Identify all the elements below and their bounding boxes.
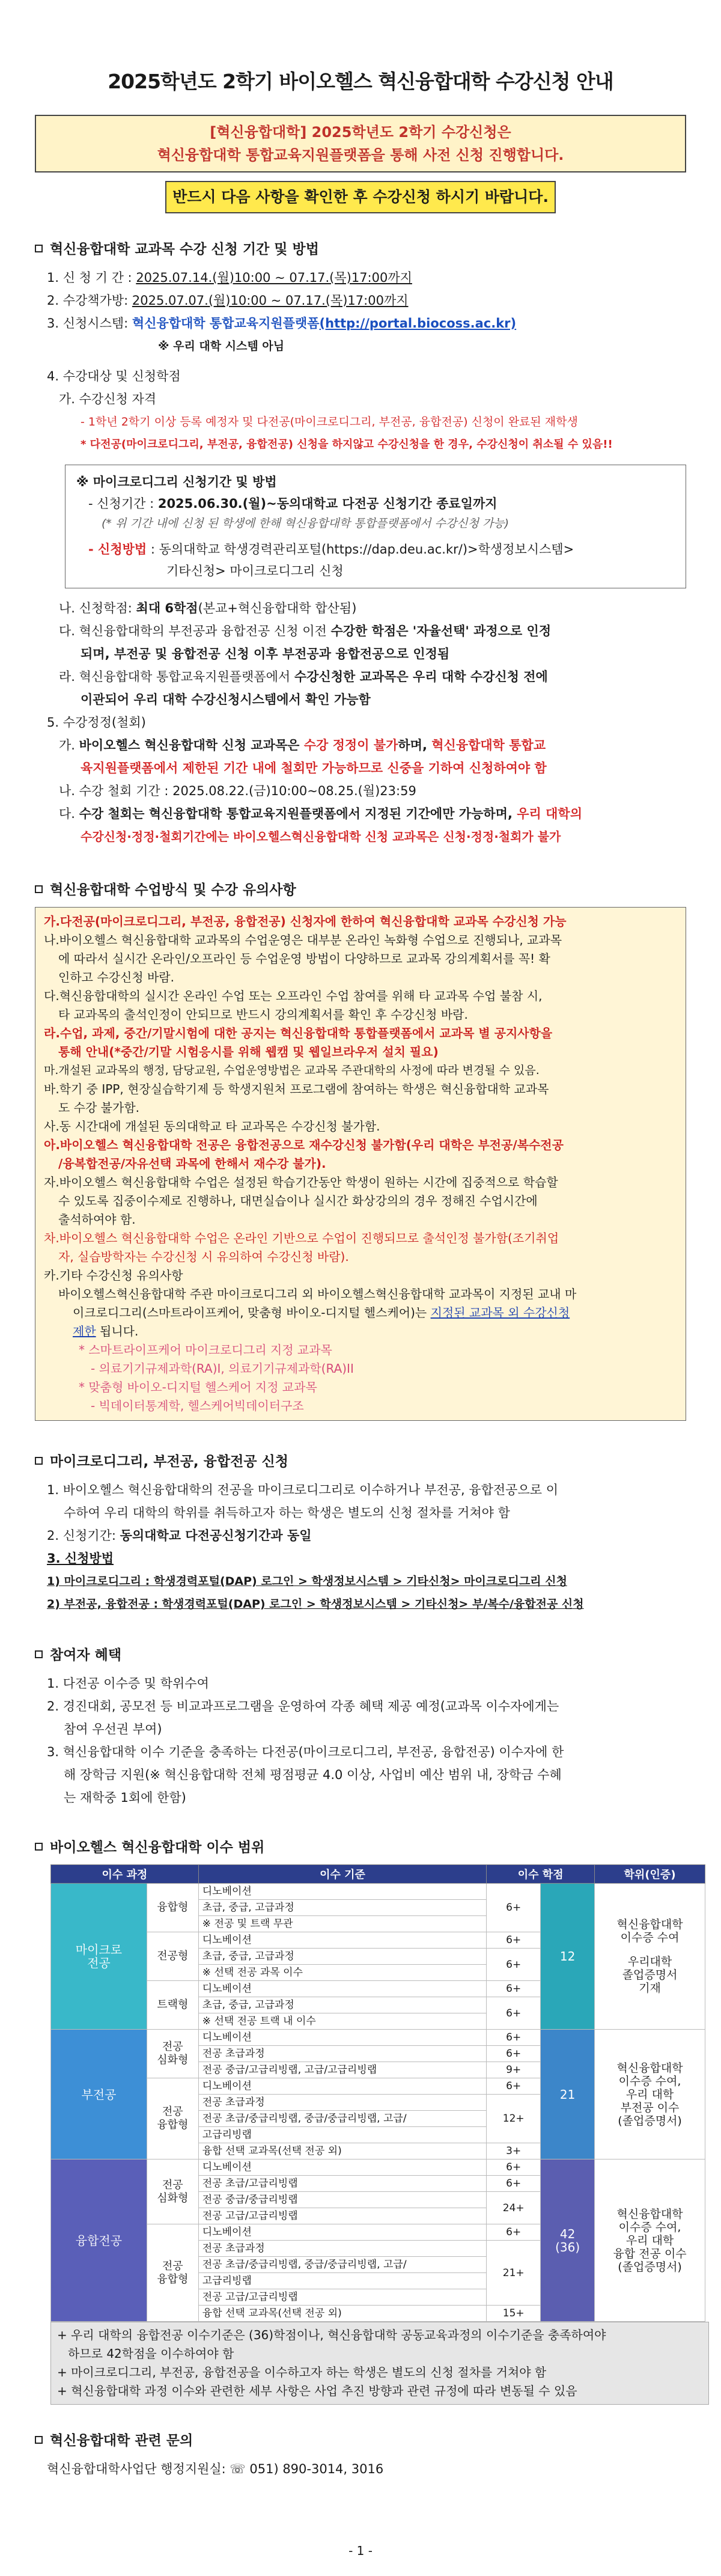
criteria: 디노베이션 <box>198 1884 486 1900</box>
box-line <box>76 493 675 514</box>
section-title: 혁신융합대학 수업방식 및 수강 유의사항 <box>50 882 296 898</box>
degree-text: (졸업증명서) <box>618 2114 682 2128</box>
sub-label: 전공형 <box>147 1932 198 1981</box>
target-heading: 4. 수강대상 및 신청학점 <box>47 369 181 383</box>
restriction-text: 지정된 교과목 외 수강신청 <box>430 1305 570 1320</box>
degree-text: 우리 대학 <box>625 2087 674 2101</box>
note-line: 다.혁신융합대학의 실시간 온라인 수업 또는 오프라인 수업 참여를 위해 타 교과목 수업 불참 시, <box>44 989 543 1003</box>
benefit-line: 는 재학중 1회에 한함) <box>64 1790 186 1805</box>
spacer <box>47 358 686 365</box>
note-line: 사.동 시간대에 개설된 동의대학교 타 교과목은 수강신청 불가함. <box>44 1119 380 1134</box>
section-title: 혁신융합대학 교과목 수강 신청 기간 및 방법 <box>50 242 319 257</box>
table-row <box>51 2030 705 2046</box>
square-bullet-icon <box>35 885 43 893</box>
spacer <box>35 1616 686 1643</box>
system-line <box>47 312 686 335</box>
criteria: 전공 초급과정 <box>198 2095 486 2111</box>
criteria: 전공 고급/고급리빙랩 <box>198 2208 486 2224</box>
label: 융합형 <box>157 2272 189 2286</box>
text: 라. 혁신융합대학 통합교육지원플랫폼에서 <box>59 670 294 684</box>
criteria: 전공 초급/중급리빙랩, 중급/중급리빙랩, 고급/ <box>198 2111 486 2127</box>
section-title: 마이크로디그리, 부전공, 융합전공 신청 <box>50 1454 288 1470</box>
criteria: 초급, 중급, 고급과정 <box>198 1900 486 1916</box>
apply-line: 수하여 우리 대학의 학위를 취득하고자 하는 학생은 별도의 신청 절차를 거쳐야 함 <box>64 1506 510 1520</box>
note-line: 가.다전공(마이크로디그리, 부전공, 융합전공) 신청자에 한하여 혁신융합대학 교과목 수강신청 가능 <box>44 914 567 929</box>
section-title: 혁신융합대학 관련 문의 <box>50 2433 193 2449</box>
text: 하며, <box>398 738 432 752</box>
note-line: 자.바이오헬스 혁신융합대학 수업은 설정된 학습기간동안 학생이 원하는 시간에 집중적으로 학습할 <box>44 1175 558 1189</box>
label: 마이크로 <box>75 1943 123 1957</box>
total-credit <box>541 2159 595 2322</box>
apply-line <box>47 1524 686 1547</box>
note-line: 통해 안내(*중간/기말 시험응시를 위해 웹캠 및 웹일브라우저 설치 필요) <box>58 1045 439 1059</box>
criteria: ※ 선택 전공 트랙 내 이수 <box>198 2013 486 2030</box>
label: 전공 <box>87 1956 111 1970</box>
criteria: 융합 선택 교과목(선택 전공 외) <box>198 2143 486 2159</box>
label: - 신청기간 : <box>88 496 158 511</box>
box-line: 기타신청> 마이크로디그리 신청 <box>166 564 344 578</box>
row-label: 융합전공 <box>51 2159 147 2322</box>
criteria: 전공 초급과정 <box>198 2241 486 2257</box>
spacer <box>35 2405 686 2429</box>
notice-line: 혁신융합대학 통합교육지원플랫폼을 통해 사전 신청 진행합니다. <box>157 147 564 163</box>
sub-label <box>147 2224 198 2322</box>
label: 전공 <box>162 2178 183 2191</box>
box-line <box>76 539 675 560</box>
text: 이크로디그리(스마트라이프케어, 맞춤형 바이오-디지털 헬스케어)는 <box>73 1305 431 1320</box>
degree-text: 기재 <box>639 1982 661 1995</box>
change-heading: 5. 수강정정(철회) <box>47 715 146 730</box>
table-notes <box>50 2322 709 2405</box>
sub-label: 트랙형 <box>147 1981 198 2030</box>
notes-block <box>35 907 686 1421</box>
degree <box>595 2030 705 2159</box>
note-line <box>44 1304 677 1322</box>
value: 동의대학교 다전공신청기간과 동일 <box>120 1528 312 1543</box>
credit: 6+ <box>487 2224 541 2241</box>
value: 2025.07.14.(월)10:00 ~ 07.17.(목)17:00까지 <box>136 270 412 285</box>
degree <box>595 2159 705 2322</box>
note-line: 마.개설된 교과목의 행정, 담당교원, 수업운영방법은 교과목 주관대학의 사정에 따라 변경될 수 있음. <box>44 1064 540 1077</box>
th-degree: 학위(인증) <box>595 1865 705 1884</box>
sub-label: 융합형 <box>147 1884 198 1932</box>
note-line: 타 교과목의 출석인정이 안되므로 반드시 강의계획서를 확인 후 수강신청 바람. <box>58 1007 468 1022</box>
row-label: 부전공 <box>51 2030 147 2159</box>
withdraw-note: 수강신청·정정·철회기간에는 바이오헬스혁신융합대학 신청 교과목은 신청·정정·철회가 불가 <box>81 829 561 844</box>
sub-label <box>147 2030 198 2078</box>
note-line: 도 수강 불가함. <box>58 1100 139 1115</box>
note-line: 자, 실습방학자는 수강신청 시 유의하여 수강신청 바람). <box>58 1250 349 1264</box>
restriction-text: 제한 <box>73 1324 96 1338</box>
note-line <box>44 1322 677 1341</box>
square-bullet-icon <box>35 1457 43 1465</box>
target-sub: 가. 수강신청 자격 <box>59 392 157 406</box>
credit: 6+ <box>487 1981 541 1997</box>
credit: 6+ <box>487 2046 541 2062</box>
benefit-line: 참여 우선권 부여) <box>64 1722 162 1736</box>
credit: 6+ <box>487 1949 541 1981</box>
period-line <box>47 266 686 289</box>
criteria: 전공 중급/고급리빙랩, 고급/고급리빙랩 <box>198 2062 486 2078</box>
section-heading-benefit <box>35 1643 686 1667</box>
note-line: + 혁신융합대학 과정 이수와 관련한 세부 사항은 사업 추진 방향과 관련 규정에 따라 변동될 수 있음 <box>57 2384 577 2398</box>
note-line: + 우리 대학의 융합전공 이수기준은 (36)학점이나, 혁신융합대학 공동교육과정의 이수기준을 충족하여야 <box>57 2328 606 2342</box>
scope-table <box>50 1864 705 2322</box>
credit: 6+ <box>487 2176 541 2192</box>
criteria: 고급리빙랩 <box>198 2273 486 2289</box>
note-line: - 의료기기규제과학(RA)I, 의료기기규제과학(RA)II <box>91 1361 354 1376</box>
credit: 24+ <box>487 2192 541 2224</box>
section-heading-method <box>35 878 686 902</box>
box-title: ※ 마이크로디그리 신청기간 및 방법 <box>76 475 277 489</box>
section-heading-period <box>35 237 686 261</box>
total-credit: 12 <box>541 1884 595 2030</box>
sub-label <box>147 2078 198 2159</box>
note-line: 아.바이오헬스 혁신융합대학 전공은 융합전공으로 재수강신청 불가함(우리 대학은 부전공/복수전공 <box>44 1138 564 1152</box>
text: 수강 철회는 혁신융합대학 통합교육지원플랫폼에서 지정된 기간에만 가능하며, <box>79 807 517 821</box>
degree-text: 우리대학 <box>627 1955 672 1968</box>
criteria: 디노베이션 <box>198 2030 486 2046</box>
value: 최대 6학점 <box>136 601 198 615</box>
credit: 12+ <box>487 2095 541 2143</box>
benefit-line: 3. 혁신융합대학 이수 기준을 충족하는 다전공(마이크로디그리, 부전공, 융합전공) 이수자에 한 <box>47 1745 564 1759</box>
square-bullet-icon <box>35 245 43 252</box>
credit-note: 되며, 부전공 및 융합전공 신청 이후 부전공과 융합전공으로 인정됨 <box>81 647 450 661</box>
notice-line: [혁신융합대학] 2025학년도 2학기 수강신청은 <box>210 124 511 141</box>
criteria: ※ 선택 전공 과목 이수 <box>198 1965 486 1981</box>
value: 2025.06.30.(월)~동의대학교 다전공 신청기간 종료일까지 <box>157 496 497 511</box>
note-line: * 맞춤형 바이오-디지털 헬스케어 지정 교과목 <box>79 1380 317 1394</box>
th-credits: 이수 학점 <box>487 1865 595 1884</box>
row-label <box>51 1884 147 2030</box>
criteria: 초급, 중급, 고급과정 <box>198 1949 486 1965</box>
label: 나. 신청학점: <box>59 601 136 615</box>
th-criteria: 이수 기준 <box>198 1865 486 1884</box>
criteria: 디노베이션 <box>198 2159 486 2176</box>
label: 1. 신 청 기 간 : <box>47 270 136 285</box>
text: 수강한 학점은 '자율선택' 과정으로 인정 <box>330 624 552 638</box>
degree-text: 이수증 수여 <box>620 1931 680 1944</box>
square-bullet-icon <box>35 1843 43 1851</box>
change-line <box>47 734 686 757</box>
withdraw-note <box>47 802 686 825</box>
spacer <box>35 1421 686 1450</box>
text: 우리 대학의 <box>517 807 582 821</box>
degree-text: 혁신융합대학 <box>616 1918 683 1931</box>
benefit-line: 해 장학금 지원(※ 혁신융합대학 전체 평점평균 4.0 이상, 사업비 예산 범위 내, 장학금 수혜 <box>64 1768 562 1782</box>
note-line: 출석하여야 함. <box>58 1212 136 1227</box>
apply-line: 3. 신청방법 <box>47 1551 114 1566</box>
label: - 신청방법 <box>88 542 147 557</box>
table-header-row <box>51 1865 705 1884</box>
section-title: 참여자 혜택 <box>50 1647 122 1663</box>
degree <box>595 1884 705 2030</box>
credit: 21+ <box>487 2241 541 2306</box>
label: 심화형 <box>157 2054 189 2066</box>
method-line: 2) 부전공, 융합전공 : 학생경력포털(DAP) 로그인 > 학생정보시스템 > 기타신청> 부/복수/융합전공 신청 <box>47 1598 584 1611</box>
credit: 3+ <box>487 2143 541 2159</box>
portal-link[interactable]: (http://portal.biocoss.ac.kr) <box>319 316 517 331</box>
notice-banner <box>35 115 686 172</box>
section-heading-contact <box>35 2429 686 2453</box>
criteria: 디노베이션 <box>198 2078 486 2095</box>
note-line: /융복합전공/자유선택 과목에 한해서 재수강 불가). <box>58 1156 326 1171</box>
text: 가. <box>59 738 79 752</box>
text: 수강신청한 교과목은 우리 대학 수강신청 전에 <box>294 670 548 684</box>
benefit-line: 2. 경진대회, 공모전 등 비교과프로그램을 운영하여 각종 혜택 제공 예정(교과목 이수자에게는 <box>47 1699 559 1714</box>
criteria: 전공 초급/고급리빙랩 <box>198 2176 486 2192</box>
label: 전공 <box>162 2259 183 2272</box>
contact-line: 혁신융합대학사업단 행정지원실: ☏ 051) 890-3014, 3016 <box>47 2462 384 2476</box>
label: 2. 신청기간: <box>47 1528 120 1543</box>
value: : 동의대학교 학생경력관리포털(https://dap.deu.ac.kr/)>학생정보시스템> <box>147 542 574 557</box>
target-warning: * 다전공(마이크로디그리, 부전공, 융합전공) 신청을 하지않고 수강신청을 한 경우, 수강신청이 취소될 수 있음!! <box>81 438 613 451</box>
system-note: ※ 우리 대학 시스템 아님 <box>158 340 285 353</box>
criteria: 디노베이션 <box>198 1932 486 1949</box>
sub-label <box>147 2159 198 2224</box>
criteria: 전공 고급/고급리빙랩 <box>198 2289 486 2306</box>
text: 수강 정정이 불가 <box>303 738 398 752</box>
criteria: 디노베이션 <box>198 2224 486 2241</box>
label: 융합형 <box>157 2119 189 2131</box>
degree-text: 이수증 수여, <box>618 2220 681 2234</box>
note-line: 하므로 42학점을 이수하여야 함 <box>68 2346 234 2361</box>
credit: 6+ <box>487 2159 541 2176</box>
note-line: 수 있도록 집중이수제로 진행하나, 대면실습이나 실시간 화상강의의 경우 정해진 수업시간에 <box>58 1194 538 1208</box>
label: 전공 <box>162 2040 183 2053</box>
total-credit: 21 <box>541 2030 595 2159</box>
section-heading-scope <box>35 1836 686 1860</box>
note-line: 카.기타 수강신청 유의사항 <box>44 1268 183 1283</box>
note-line: * 스마트라이프케어 마이크로디그리 지정 교과목 <box>79 1343 332 1357</box>
degree-text: 부전공 이수 <box>620 2101 680 2114</box>
withdraw-period: 나. 수강 철회 기간 : 2025.08.22.(금)10:00~08.25.(월)23:59 <box>59 784 416 798</box>
label: 3. 신청시스템: <box>47 316 132 331</box>
table-row <box>51 1884 705 1900</box>
note-line: 에 따라서 실시간 온라인/오프라인 등 수업운영 방법이 다양하므로 교과목 강의계획서를 꼭! 확 <box>58 951 550 966</box>
credit: 6+ <box>487 1932 541 1949</box>
credit: 6+ <box>487 1997 541 2030</box>
criteria: 디노베이션 <box>198 1981 486 1997</box>
square-bullet-icon <box>35 1650 43 1658</box>
note-line: 인하고 수강신청 바람. <box>58 970 174 984</box>
note-line: - 빅데이터통계학, 헬스케어빅데이터구조 <box>91 1399 304 1413</box>
transfer-note <box>47 665 686 688</box>
spacer <box>598 1944 701 1955</box>
note-line: 나.바이오헬스 혁신융합대학 교과목의 수업운영은 대부분 온라인 녹화형 수업으로 진행되나, 교과목 <box>44 933 562 947</box>
note-line: 라.수업, 과제, 중간/기말시험에 대한 공지는 혁신융합대학 통합플랫폼에서 교과목 별 공지사항을 <box>44 1026 553 1040</box>
degree-text: (졸업증명서) <box>618 2260 682 2274</box>
criteria: 고급리빙랩 <box>198 2127 486 2143</box>
value: 2025.07.07.(월)10:00 ~ 07.17.(목)17:00까지 <box>132 293 409 308</box>
degree-text: 혁신융합대학 <box>616 2061 683 2075</box>
section-heading-apply <box>35 1450 686 1474</box>
note: (본교+혁신융합대학 합산됨) <box>198 601 357 615</box>
label: 전공 <box>162 2105 183 2118</box>
total-value: 42 <box>559 2226 576 2241</box>
criteria: 전공 초급과정 <box>198 2046 486 2062</box>
note-line: + 마이크로디그리, 부전공, 융합전공을 이수하고자 하는 학생은 별도의 신청 절차를 거쳐야 함 <box>57 2365 547 2379</box>
change-line: 육지원플랫폼에서 제한된 기간 내에 철회만 가능하므로 신중을 기하여 신청하여야 함 <box>81 761 547 775</box>
criteria: 전공 중급/중급리빙랩 <box>198 2192 486 2208</box>
page-title: 2025학년도 2학기 바이오헬스 혁신융합대학 수강신청 안내 <box>108 70 613 93</box>
credit: 15+ <box>487 2306 541 2322</box>
micro-degree-box <box>65 465 686 588</box>
method-line: 1) 마이크로디그리 : 학생경력포털(DAP) 로그인 > 학생정보시스템 > 기타신청> 마이크로디그리 신청 <box>47 1575 567 1588</box>
apply-line: 1. 바이오헬스 혁신융합대학의 전공을 마이크로디그리로 이수하거나 부전공, 융합전공으로 이 <box>47 1483 558 1497</box>
degree-text: 이수증 수여, <box>618 2074 681 2088</box>
degree-text: 혁신융합대학 <box>616 2207 683 2221</box>
degree-text: 졸업증명서 <box>622 1968 678 1982</box>
criteria: 전공 초급/중급리빙랩, 중급/중급리빙랩, 고급/ <box>198 2257 486 2273</box>
degree-text: 우리 대학 <box>625 2233 674 2247</box>
spacer <box>35 848 686 878</box>
credit: 6+ <box>487 2030 541 2046</box>
table-row <box>51 2159 705 2176</box>
note-line: 바이오헬스혁신융합대학 주관 마이크로디그리 외 바이오헬스혁신융합대학 교과목이 지정된 교내 마 <box>58 1287 577 1301</box>
total-value: (36) <box>555 2239 580 2254</box>
transfer-note: 이관되어 우리 대학 수강신청시스템에서 확인 가능함 <box>81 692 371 707</box>
degree-text: 융합 전공 이수 <box>613 2247 687 2260</box>
credit: 6+ <box>487 2078 541 2095</box>
text: 됩니다. <box>96 1324 139 1338</box>
credit-note <box>47 620 686 642</box>
credit-line <box>47 597 686 620</box>
cart-line <box>47 289 686 312</box>
criteria: 초급, 중급, 고급과정 <box>198 1997 486 2013</box>
target-req: - 1학년 2학기 이상 등록 예정자 및 다전공(마이크로디그리, 부전공, 융합전공) 신청이 완료된 재학생 <box>81 415 578 429</box>
section-title: 바이오헬스 혁신융합대학 이수 범위 <box>50 1840 265 1855</box>
note-line: 바.학기 중 IPP, 현장실습학기제 등 학생지원처 프로그램에 참여하는 학생은 혁신융합대학 교과목 <box>44 1082 549 1096</box>
text: 혁신융합대학 통합교 <box>431 738 546 752</box>
square-bullet-icon <box>35 2436 43 2444</box>
spacer <box>76 533 675 539</box>
th-course: 이수 과정 <box>51 1865 199 1884</box>
label: 심화형 <box>157 2191 189 2205</box>
note-line: 차.바이오헬스 혁신융합대학 수업은 온라인 기반으로 수업이 진행되므로 출석인정 불가함(조기취업 <box>44 1231 559 1245</box>
box-line: (* 위 기간 내에 신청 된 학생에 한해 혁신융합대학 통합플랫폼에서 수강신청 가능) <box>102 517 510 530</box>
text: 다. 혁신융합대학의 부전공과 융합전공 신청 이전 <box>59 624 331 638</box>
system-name: 혁신융합대학 통합교육지원플랫폼 <box>132 316 320 331</box>
label: 2. 수강책가방: <box>47 293 132 308</box>
credit: 9+ <box>487 2062 541 2078</box>
text: 다. <box>59 807 79 821</box>
text: 바이오헬스 혁신융합대학 신청 교과목은 <box>79 738 304 752</box>
credit: 6+ <box>487 1884 541 1932</box>
benefit-line: 1. 다전공 이수증 및 학위수여 <box>47 1676 209 1691</box>
spacer <box>35 1809 686 1836</box>
warning-banner: 반드시 다음 사항을 확인한 후 수강신청 하시기 바랍니다. <box>165 181 556 213</box>
criteria: 융합 선택 교과목(선택 전공 외) <box>198 2306 486 2322</box>
criteria: ※ 전공 및 트랙 무관 <box>198 1916 486 1932</box>
page-number: - 1 - <box>348 2544 373 2558</box>
